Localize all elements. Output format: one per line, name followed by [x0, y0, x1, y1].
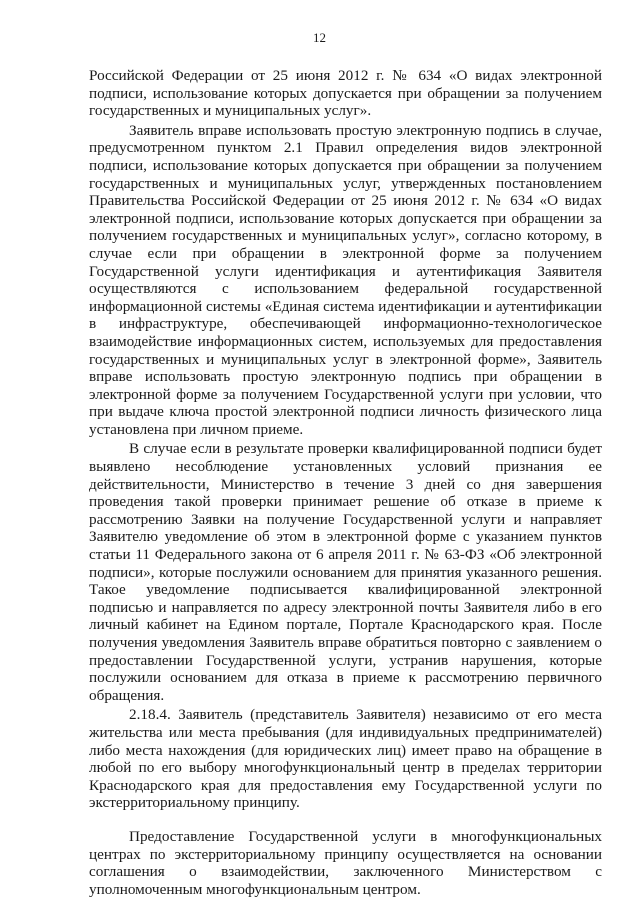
- paragraph-2-18-4: 2.18.4. Заявитель (представитель Заявителя) независимо от его места жительства или места пребывания (для индивидуальных предпринимателей) либо места нахождения (для юридических лиц) имеет право на обращение в любой по его выбору многофункциональный центр в пределах территории Краснодарского края для предоставления ему Государственной услуги по экстерриториальному принципу.: [89, 706, 602, 812]
- paragraph-qualified-signature-check: В случае если в результате проверки квалифицированной подписи будет выявлено несоблюдение установленных условий признания ее действительности, Министерство в течение 3 дней со дня завершения проведения такой проверки принимает решение об отказе в приеме к рассмотрению Заявки на получение Государственной услуги и направляет Заявителю уведомление об этом в электронной форме с указанием пунктов статьи 11 Федерального закона от 6 апреля 2011 г. № 63-ФЗ «Об электронной подписи», которые послужили основанием для принятия указанного решения. Такое уведомление подписывается квалифицированной электронной подписью и направляется по адресу электронной почты Заявителя либо в его личный кабинет на Едином портале, Портале Краснодарского края. После получения уведомления Заявитель вправе обратиться повторно с заявлением о предоставлении Государственной услуги, устранив нарушения, которые послужили основанием для отказа в приеме к рассмотрению первичного обращения.: [89, 440, 602, 704]
- paragraph-simple-signature: Заявитель вправе использовать простую электронную подпись в случае, предусмотренном пунктом 2.1 Правил определения видов электронной подписи, использование которых допускается при обращении за получением государственных и муниципальных услуг, утвержденных постановлением Правительства Российской Федерации от 25 июня 2012 г. № 634 «О видах электронной подписи, использование которых допускается при обращении за получением государственных и муниципальных услуг», согласно которому, в случае если при обращении в электронной форме за получением Государственной услуги идентификация и аутентификация Заявителя осуществляются с использованием федеральной государственной информационной системы «Единая система идентификации и аутентификации в инфраструктуре, обеспечивающей информационно-технологическое взаимодействие информационных систем, используемых для предоставления государственных и муниципальных услуг в электронной форме», Заявитель вправе использовать простую электронную подпись при обращении в электронной форме за получением Государственной услуги при условии, что при выдаче ключа простой электронной подписи личность физического лица установлена при личном приеме.: [89, 121, 602, 438]
- paragraph-extraterritorial: Предоставление Государственной услуги в многофункциональных центрах по экстерриториальному принципу осуществляется на основании соглашения о взаимодействии, заключенного Министерством с уполномоченным многофункциональным центром.: [89, 827, 602, 898]
- document-body: [89, 67, 602, 898]
- page-number: 12: [313, 30, 326, 45]
- paragraph-continuation: Российской Федерации от 25 июня 2012 г. № 634 «О видах электронной подписи, использование которых допускается при обращении за получением государственных и муниципальных услуг».: [89, 67, 602, 120]
